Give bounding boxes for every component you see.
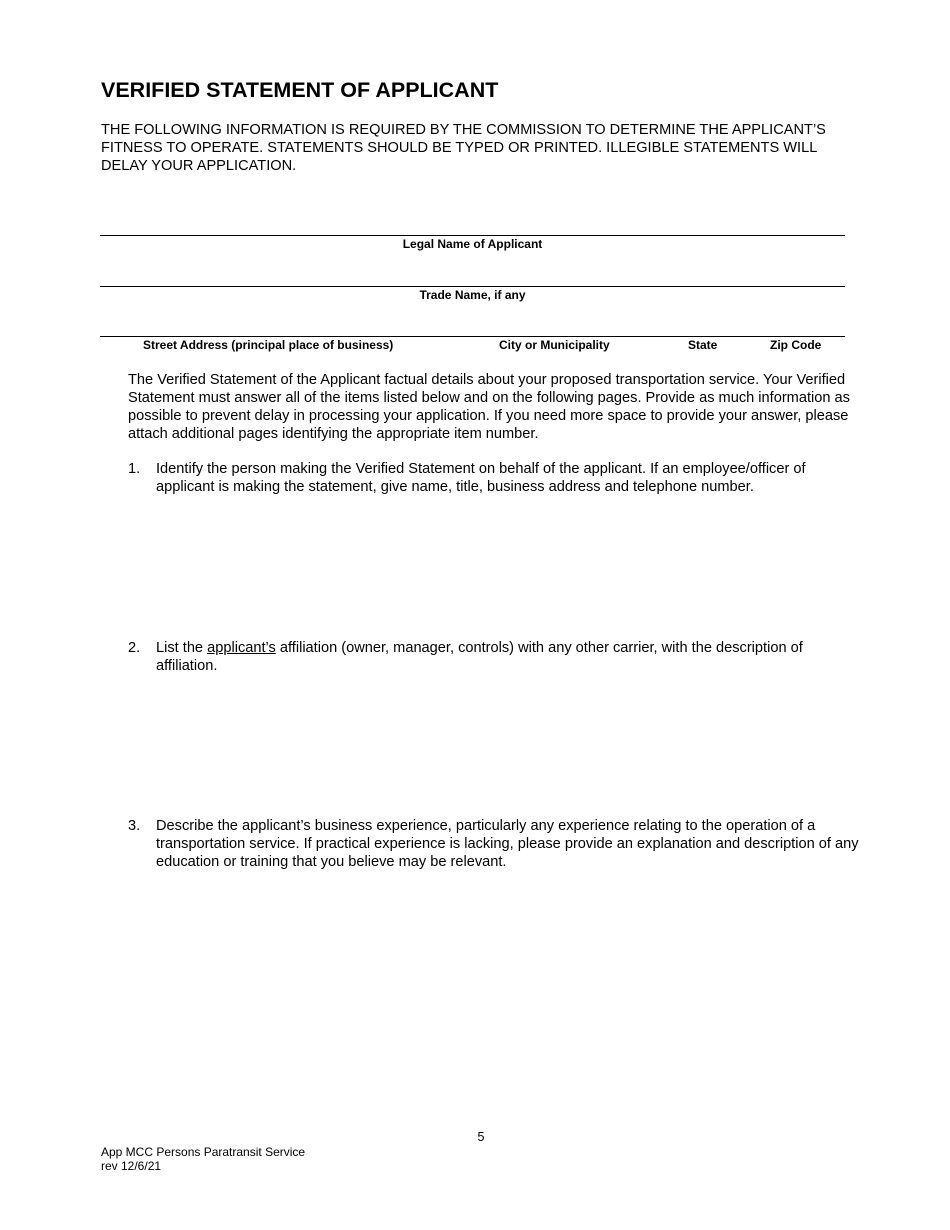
item-text: Describe the applicant’s business experience, particularly any experience relating to the operation of a transportation service. If practical experience is lacking, please provide an explanation and description of any education or training that you believe may be relevant.	[156, 818, 859, 870]
footer	[101, 1145, 305, 1173]
item-text-underlined: applicant’s	[207, 640, 276, 656]
zip-code-label: Zip Code	[770, 338, 822, 352]
legal-name-label: Legal Name of Applicant	[402, 237, 543, 251]
item-text: Identify the person making the Verified Statement on behalf of the applicant. If an employee/officer of applicant is making the statement, give name, title, business address and telephone number.	[156, 461, 806, 495]
intro-text: THE FOLLOWING INFORMATION IS REQUIRED BY THE COMMISSION TO DETERMINE THE APPLICANT’S FITNESS TO OPERATE. STATEMENTS SHOULD BE TYPED OR PRINTED. ILLEGIBLE STATEMENTS WILL DELAY YOUR APPLICATION.	[101, 122, 826, 174]
footer-form-name: App MCC Persons Paratransit Service	[101, 1145, 306, 1159]
page-number: 5	[477, 1130, 485, 1144]
item-number: 2.	[128, 640, 141, 656]
item-text	[156, 639, 863, 675]
address-field[interactable]	[100, 336, 845, 337]
item-text-after: affiliation (owner, manager, controls) with any other carrier, with the description of affiliation.	[156, 640, 803, 674]
item-text-before: List the	[156, 640, 208, 656]
city-label: City or Municipality	[499, 338, 610, 352]
state-label: State	[688, 338, 718, 352]
page-title: VERIFIED STATEMENT OF APPLICANT	[101, 78, 499, 102]
trade-name-field[interactable]	[100, 286, 845, 287]
instructions-paragraph: The Verified Statement of the Applicant factual details about your proposed transportation service. Your Verified Statement must answer all of the items listed below and on the following pages. Provide as much information as possible to prevent delay in processing your application. If you need more space to provide your answer, please attach additional pages identifying the appropriate item number.	[128, 372, 850, 442]
footer-revision: rev 12/6/21	[101, 1159, 162, 1173]
street-address-label: Street Address (principal place of business)	[143, 338, 394, 352]
item-number: 3.	[128, 818, 141, 834]
legal-name-field[interactable]	[100, 235, 845, 236]
trade-name-label: Trade Name, if any	[419, 288, 526, 302]
item-number: 1.	[128, 461, 141, 477]
